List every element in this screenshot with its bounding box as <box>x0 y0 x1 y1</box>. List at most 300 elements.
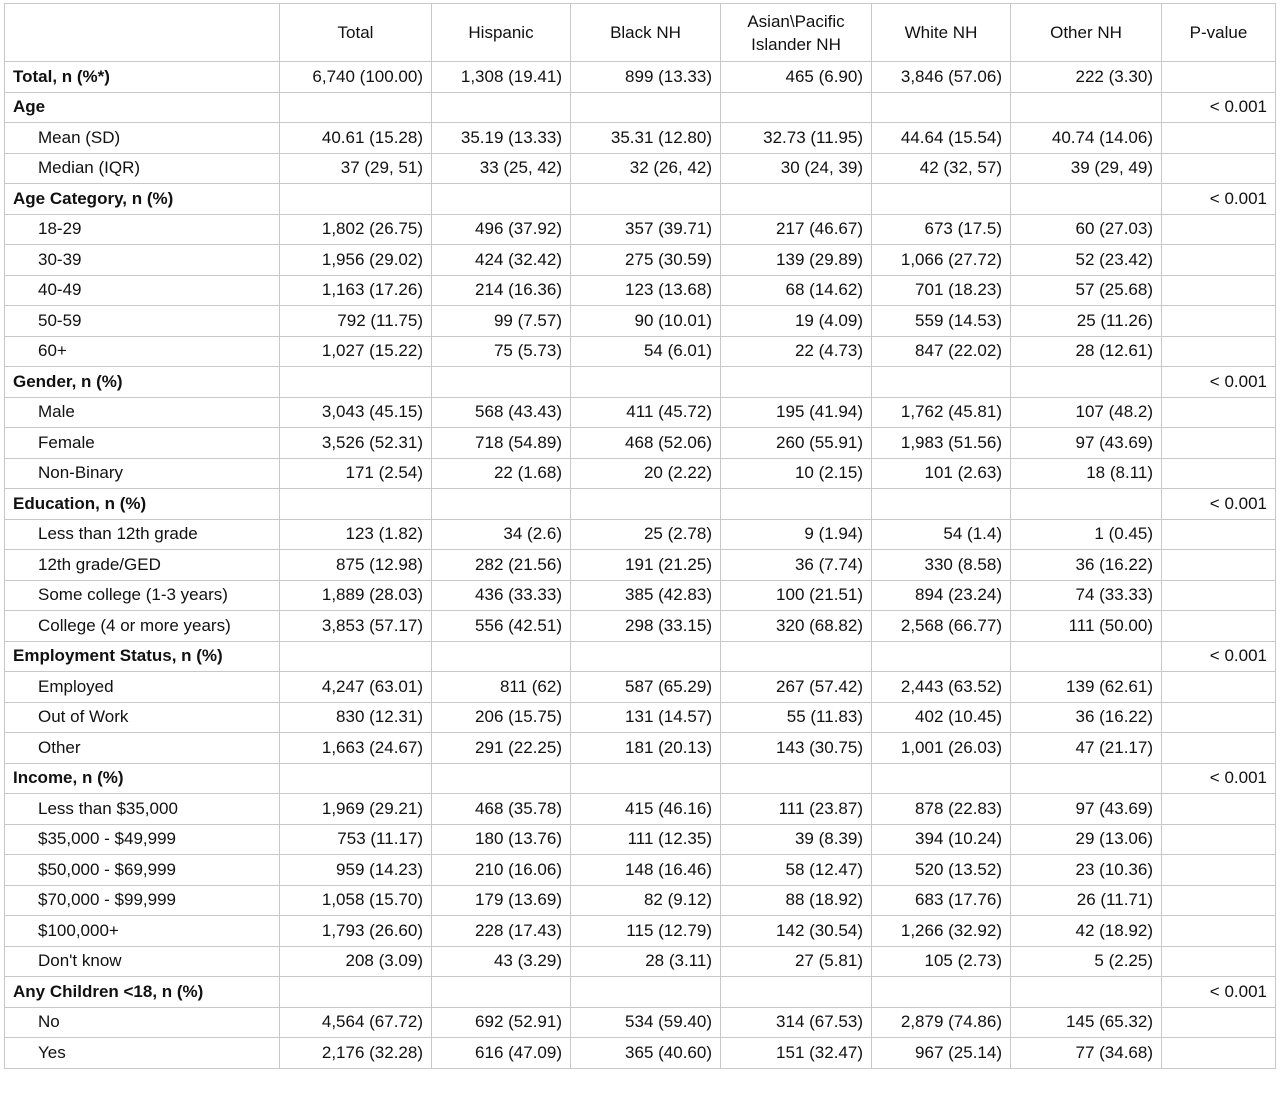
value-cell: 75 (5.73) <box>432 336 571 367</box>
value-cell: 1,266 (32.92) <box>872 916 1011 947</box>
value-cell: 179 (13.69) <box>432 885 571 916</box>
value-cell: 25 (2.78) <box>571 519 721 550</box>
value-cell: 47 (21.17) <box>1011 733 1162 764</box>
column-header: P-value <box>1162 4 1276 62</box>
value-cell: 22 (1.68) <box>432 458 571 489</box>
row-label-cell: Employment Status, n (%) <box>5 641 280 672</box>
value-cell: 42 (18.92) <box>1011 916 1162 947</box>
value-cell <box>1011 92 1162 123</box>
value-cell: 55 (11.83) <box>721 702 872 733</box>
section-header-row <box>5 62 1276 93</box>
value-cell: 40.61 (15.28) <box>280 123 432 154</box>
value-cell: 44.64 (15.54) <box>872 123 1011 154</box>
value-cell: 959 (14.23) <box>280 855 432 886</box>
row-label-cell: Non-Binary <box>5 458 280 489</box>
row-label-cell: 30-39 <box>5 245 280 276</box>
value-cell <box>1011 367 1162 398</box>
row-label-cell: $35,000 - $49,999 <box>5 824 280 855</box>
table-row <box>5 794 1276 825</box>
value-cell: 32.73 (11.95) <box>721 123 872 154</box>
value-cell <box>1011 184 1162 215</box>
value-cell <box>872 367 1011 398</box>
value-cell: 2,176 (32.28) <box>280 1038 432 1069</box>
section-header-row <box>5 763 1276 794</box>
value-cell <box>1011 977 1162 1008</box>
value-cell: 496 (37.92) <box>432 214 571 245</box>
value-cell: 1,762 (45.81) <box>872 397 1011 428</box>
value-cell <box>721 977 872 1008</box>
value-cell: 35.19 (13.33) <box>432 123 571 154</box>
value-cell: 1,793 (26.60) <box>280 916 432 947</box>
value-cell: 36 (16.22) <box>1011 550 1162 581</box>
value-cell: 1,066 (27.72) <box>872 245 1011 276</box>
value-cell: 878 (22.83) <box>872 794 1011 825</box>
value-cell <box>872 641 1011 672</box>
value-cell <box>721 184 872 215</box>
value-cell: 673 (17.5) <box>872 214 1011 245</box>
p-value-cell <box>1162 672 1276 703</box>
value-cell <box>721 641 872 672</box>
value-cell: 57 (25.68) <box>1011 275 1162 306</box>
table-row <box>5 1007 1276 1038</box>
value-cell: 33 (25, 42) <box>432 153 571 184</box>
p-value-cell <box>1162 733 1276 764</box>
column-header: Black NH <box>571 4 721 62</box>
value-cell: 28 (3.11) <box>571 946 721 977</box>
value-cell <box>721 92 872 123</box>
p-value-cell <box>1162 855 1276 886</box>
value-cell: 1,027 (15.22) <box>280 336 432 367</box>
p-value-cell <box>1162 214 1276 245</box>
row-label-cell: Age Category, n (%) <box>5 184 280 215</box>
value-cell: 267 (57.42) <box>721 672 872 703</box>
value-cell <box>721 489 872 520</box>
value-cell: 42 (32, 57) <box>872 153 1011 184</box>
p-value-cell <box>1162 397 1276 428</box>
row-label-cell: 12th grade/GED <box>5 550 280 581</box>
row-label-cell: $50,000 - $69,999 <box>5 855 280 886</box>
value-cell <box>872 92 1011 123</box>
row-label-cell: Age <box>5 92 280 123</box>
value-cell: 39 (29, 49) <box>1011 153 1162 184</box>
value-cell <box>721 367 872 398</box>
value-cell: 2,879 (74.86) <box>872 1007 1011 1038</box>
value-cell: 206 (15.75) <box>432 702 571 733</box>
table-row <box>5 702 1276 733</box>
value-cell: 97 (43.69) <box>1011 794 1162 825</box>
value-cell: 1,058 (15.70) <box>280 885 432 916</box>
value-cell: 3,043 (45.15) <box>280 397 432 428</box>
table-row <box>5 550 1276 581</box>
value-cell: 1,308 (19.41) <box>432 62 571 93</box>
value-cell <box>721 763 872 794</box>
table-row <box>5 611 1276 642</box>
value-cell: 115 (12.79) <box>571 916 721 947</box>
value-cell: 275 (30.59) <box>571 245 721 276</box>
value-cell: 330 (8.58) <box>872 550 1011 581</box>
value-cell: 82 (9.12) <box>571 885 721 916</box>
row-label-cell: Any Children <18, n (%) <box>5 977 280 1008</box>
value-cell: 139 (29.89) <box>721 245 872 276</box>
value-cell: 35.31 (12.80) <box>571 123 721 154</box>
value-cell: 214 (16.36) <box>432 275 571 306</box>
p-value-cell: < 0.001 <box>1162 367 1276 398</box>
value-cell: 181 (20.13) <box>571 733 721 764</box>
value-cell: 105 (2.73) <box>872 946 1011 977</box>
value-cell <box>432 184 571 215</box>
p-value-cell <box>1162 123 1276 154</box>
value-cell: 88 (18.92) <box>721 885 872 916</box>
value-cell: 967 (25.14) <box>872 1038 1011 1069</box>
value-cell: 1,802 (26.75) <box>280 214 432 245</box>
p-value-cell <box>1162 153 1276 184</box>
value-cell: 692 (52.91) <box>432 1007 571 1038</box>
p-value-cell <box>1162 550 1276 581</box>
row-label-cell: Median (IQR) <box>5 153 280 184</box>
value-cell: 1,969 (29.21) <box>280 794 432 825</box>
value-cell: 36 (7.74) <box>721 550 872 581</box>
value-cell <box>280 367 432 398</box>
value-cell: 20 (2.22) <box>571 458 721 489</box>
value-cell: 282 (21.56) <box>432 550 571 581</box>
value-cell: 1,663 (24.67) <box>280 733 432 764</box>
value-cell: 32 (26, 42) <box>571 153 721 184</box>
value-cell: 320 (68.82) <box>721 611 872 642</box>
row-label-cell: Female <box>5 428 280 459</box>
value-cell: 37 (29, 51) <box>280 153 432 184</box>
value-cell: 568 (43.43) <box>432 397 571 428</box>
value-cell <box>432 641 571 672</box>
value-cell: 151 (32.47) <box>721 1038 872 1069</box>
column-header: Hispanic <box>432 4 571 62</box>
value-cell: 25 (11.26) <box>1011 306 1162 337</box>
p-value-cell <box>1162 824 1276 855</box>
value-cell: 34 (2.6) <box>432 519 571 550</box>
section-header-row <box>5 641 1276 672</box>
table-row <box>5 306 1276 337</box>
value-cell <box>280 184 432 215</box>
value-cell: 123 (13.68) <box>571 275 721 306</box>
value-cell: 39 (8.39) <box>721 824 872 855</box>
value-cell: 4,564 (67.72) <box>280 1007 432 1038</box>
p-value-cell <box>1162 275 1276 306</box>
value-cell: 222 (3.30) <box>1011 62 1162 93</box>
value-cell <box>571 367 721 398</box>
value-cell: 208 (3.09) <box>280 946 432 977</box>
table-row <box>5 153 1276 184</box>
row-label-cell: Gender, n (%) <box>5 367 280 398</box>
value-cell: 3,846 (57.06) <box>872 62 1011 93</box>
value-cell: 2,443 (63.52) <box>872 672 1011 703</box>
table-row <box>5 855 1276 886</box>
value-cell: 1,163 (17.26) <box>280 275 432 306</box>
table-row <box>5 428 1276 459</box>
value-cell: 90 (10.01) <box>571 306 721 337</box>
value-cell <box>432 489 571 520</box>
value-cell: 54 (1.4) <box>872 519 1011 550</box>
table-body <box>5 62 1276 1069</box>
table-row <box>5 214 1276 245</box>
p-value-cell: < 0.001 <box>1162 763 1276 794</box>
table-row <box>5 336 1276 367</box>
table-row <box>5 824 1276 855</box>
value-cell: 111 (12.35) <box>571 824 721 855</box>
value-cell <box>432 977 571 1008</box>
column-header: Asian\Pacific Islander NH <box>721 4 872 62</box>
table-row <box>5 397 1276 428</box>
value-cell: 365 (40.60) <box>571 1038 721 1069</box>
value-cell: 3,853 (57.17) <box>280 611 432 642</box>
row-label-cell: Total, n (%*) <box>5 62 280 93</box>
value-cell: 559 (14.53) <box>872 306 1011 337</box>
value-cell: 228 (17.43) <box>432 916 571 947</box>
table-row <box>5 580 1276 611</box>
column-header: Total <box>280 4 432 62</box>
value-cell: 1,889 (28.03) <box>280 580 432 611</box>
row-label-cell: Some college (1-3 years) <box>5 580 280 611</box>
p-value-cell <box>1162 458 1276 489</box>
p-value-cell <box>1162 794 1276 825</box>
value-cell: 6,740 (100.00) <box>280 62 432 93</box>
value-cell: 60 (27.03) <box>1011 214 1162 245</box>
value-cell <box>872 184 1011 215</box>
value-cell: 436 (33.33) <box>432 580 571 611</box>
column-header: White NH <box>872 4 1011 62</box>
value-cell: 1,001 (26.03) <box>872 733 1011 764</box>
value-cell: 1 (0.45) <box>1011 519 1162 550</box>
value-cell: 22 (4.73) <box>721 336 872 367</box>
table-row <box>5 916 1276 947</box>
row-label-cell: $70,000 - $99,999 <box>5 885 280 916</box>
p-value-cell <box>1162 306 1276 337</box>
p-value-cell <box>1162 580 1276 611</box>
row-label-cell: 60+ <box>5 336 280 367</box>
row-label-cell: No <box>5 1007 280 1038</box>
p-value-cell: < 0.001 <box>1162 489 1276 520</box>
value-cell: 77 (34.68) <box>1011 1038 1162 1069</box>
p-value-cell <box>1162 1038 1276 1069</box>
value-cell <box>571 489 721 520</box>
table-row <box>5 672 1276 703</box>
p-value-cell <box>1162 885 1276 916</box>
value-cell: 26 (11.71) <box>1011 885 1162 916</box>
row-label-cell: Less than $35,000 <box>5 794 280 825</box>
value-cell <box>571 92 721 123</box>
value-cell: 3,526 (52.31) <box>280 428 432 459</box>
value-cell <box>872 489 1011 520</box>
row-label-cell: Yes <box>5 1038 280 1069</box>
value-cell: 385 (42.83) <box>571 580 721 611</box>
section-header-row <box>5 92 1276 123</box>
value-cell <box>280 489 432 520</box>
value-cell: 9 (1.94) <box>721 519 872 550</box>
value-cell: 142 (30.54) <box>721 916 872 947</box>
value-cell: 2,568 (66.77) <box>872 611 1011 642</box>
value-cell: 43 (3.29) <box>432 946 571 977</box>
row-label-cell: 18-29 <box>5 214 280 245</box>
p-value-cell: < 0.001 <box>1162 977 1276 1008</box>
value-cell: 875 (12.98) <box>280 550 432 581</box>
value-cell <box>432 92 571 123</box>
value-cell <box>432 763 571 794</box>
value-cell: 4,247 (63.01) <box>280 672 432 703</box>
value-cell: 23 (10.36) <box>1011 855 1162 886</box>
value-cell: 29 (13.06) <box>1011 824 1162 855</box>
value-cell: 210 (16.06) <box>432 855 571 886</box>
value-cell <box>280 92 432 123</box>
value-cell <box>571 977 721 1008</box>
table-row <box>5 1038 1276 1069</box>
value-cell: 68 (14.62) <box>721 275 872 306</box>
value-cell: 1,983 (51.56) <box>872 428 1011 459</box>
value-cell: 718 (54.89) <box>432 428 571 459</box>
row-label-cell: $100,000+ <box>5 916 280 947</box>
value-cell: 148 (16.46) <box>571 855 721 886</box>
value-cell <box>1011 489 1162 520</box>
row-label-cell: Out of Work <box>5 702 280 733</box>
table-row <box>5 519 1276 550</box>
value-cell: 74 (33.33) <box>1011 580 1162 611</box>
value-cell: 52 (23.42) <box>1011 245 1162 276</box>
value-cell: 587 (65.29) <box>571 672 721 703</box>
value-cell: 424 (32.42) <box>432 245 571 276</box>
section-header-row <box>5 184 1276 215</box>
table-header-row <box>5 4 1276 62</box>
value-cell: 107 (48.2) <box>1011 397 1162 428</box>
p-value-cell <box>1162 519 1276 550</box>
value-cell: 894 (23.24) <box>872 580 1011 611</box>
value-cell: 556 (42.51) <box>432 611 571 642</box>
value-cell: 99 (7.57) <box>432 306 571 337</box>
value-cell: 899 (13.33) <box>571 62 721 93</box>
value-cell: 131 (14.57) <box>571 702 721 733</box>
value-cell: 36 (16.22) <box>1011 702 1162 733</box>
section-header-row <box>5 489 1276 520</box>
p-value-cell <box>1162 245 1276 276</box>
value-cell: 411 (45.72) <box>571 397 721 428</box>
value-cell: 298 (33.15) <box>571 611 721 642</box>
value-cell: 520 (13.52) <box>872 855 1011 886</box>
value-cell: 1,956 (29.02) <box>280 245 432 276</box>
p-value-cell <box>1162 336 1276 367</box>
value-cell: 171 (2.54) <box>280 458 432 489</box>
value-cell: 683 (17.76) <box>872 885 1011 916</box>
value-cell <box>571 641 721 672</box>
value-cell <box>872 977 1011 1008</box>
value-cell <box>571 184 721 215</box>
value-cell: 534 (59.40) <box>571 1007 721 1038</box>
value-cell: 195 (41.94) <box>721 397 872 428</box>
value-cell: 394 (10.24) <box>872 824 1011 855</box>
value-cell: 123 (1.82) <box>280 519 432 550</box>
row-label-cell: Other <box>5 733 280 764</box>
table-row <box>5 275 1276 306</box>
value-cell: 847 (22.02) <box>872 336 1011 367</box>
p-value-cell <box>1162 611 1276 642</box>
value-cell: 314 (67.53) <box>721 1007 872 1038</box>
p-value-cell: < 0.001 <box>1162 92 1276 123</box>
value-cell <box>280 977 432 1008</box>
value-cell: 40.74 (14.06) <box>1011 123 1162 154</box>
value-cell: 5 (2.25) <box>1011 946 1162 977</box>
table-row <box>5 123 1276 154</box>
table-row <box>5 245 1276 276</box>
value-cell: 139 (62.61) <box>1011 672 1162 703</box>
value-cell <box>872 763 1011 794</box>
value-cell: 616 (47.09) <box>432 1038 571 1069</box>
p-value-cell: < 0.001 <box>1162 641 1276 672</box>
value-cell: 145 (65.32) <box>1011 1007 1162 1038</box>
row-label-cell: Income, n (%) <box>5 763 280 794</box>
row-label-cell: 40-49 <box>5 275 280 306</box>
table-row <box>5 458 1276 489</box>
value-cell <box>280 763 432 794</box>
p-value-cell <box>1162 916 1276 947</box>
section-header-row <box>5 367 1276 398</box>
value-cell: 191 (21.25) <box>571 550 721 581</box>
row-label-cell: Less than 12th grade <box>5 519 280 550</box>
value-cell: 811 (62) <box>432 672 571 703</box>
value-cell: 415 (46.16) <box>571 794 721 825</box>
value-cell: 30 (24, 39) <box>721 153 872 184</box>
value-cell: 753 (11.17) <box>280 824 432 855</box>
value-cell: 97 (43.69) <box>1011 428 1162 459</box>
table-row <box>5 946 1276 977</box>
row-label-cell: College (4 or more years) <box>5 611 280 642</box>
value-cell: 27 (5.81) <box>721 946 872 977</box>
value-cell: 111 (50.00) <box>1011 611 1162 642</box>
value-cell <box>571 763 721 794</box>
value-cell: 19 (4.09) <box>721 306 872 337</box>
value-cell: 10 (2.15) <box>721 458 872 489</box>
demographics-table <box>4 3 1276 1069</box>
value-cell: 465 (6.90) <box>721 62 872 93</box>
value-cell <box>1011 641 1162 672</box>
value-cell: 357 (39.71) <box>571 214 721 245</box>
row-label-cell: Don't know <box>5 946 280 977</box>
row-label-cell: Mean (SD) <box>5 123 280 154</box>
value-cell <box>432 367 571 398</box>
p-value-cell <box>1162 702 1276 733</box>
row-label-cell: Education, n (%) <box>5 489 280 520</box>
value-cell: 111 (23.87) <box>721 794 872 825</box>
value-cell: 54 (6.01) <box>571 336 721 367</box>
p-value-cell: < 0.001 <box>1162 184 1276 215</box>
value-cell: 100 (21.51) <box>721 580 872 611</box>
value-cell: 101 (2.63) <box>872 458 1011 489</box>
p-value-cell <box>1162 428 1276 459</box>
table-row <box>5 885 1276 916</box>
value-cell: 58 (12.47) <box>721 855 872 886</box>
value-cell: 830 (12.31) <box>280 702 432 733</box>
value-cell: 180 (13.76) <box>432 824 571 855</box>
value-cell: 468 (35.78) <box>432 794 571 825</box>
row-label-cell: 50-59 <box>5 306 280 337</box>
p-value-cell <box>1162 62 1276 93</box>
section-header-row <box>5 977 1276 1008</box>
value-cell: 18 (8.11) <box>1011 458 1162 489</box>
value-cell: 792 (11.75) <box>280 306 432 337</box>
value-cell <box>1011 763 1162 794</box>
value-cell: 143 (30.75) <box>721 733 872 764</box>
p-value-cell <box>1162 1007 1276 1038</box>
value-cell: 701 (18.23) <box>872 275 1011 306</box>
p-value-cell <box>1162 946 1276 977</box>
value-cell <box>280 641 432 672</box>
value-cell: 260 (55.91) <box>721 428 872 459</box>
value-cell: 468 (52.06) <box>571 428 721 459</box>
value-cell: 28 (12.61) <box>1011 336 1162 367</box>
